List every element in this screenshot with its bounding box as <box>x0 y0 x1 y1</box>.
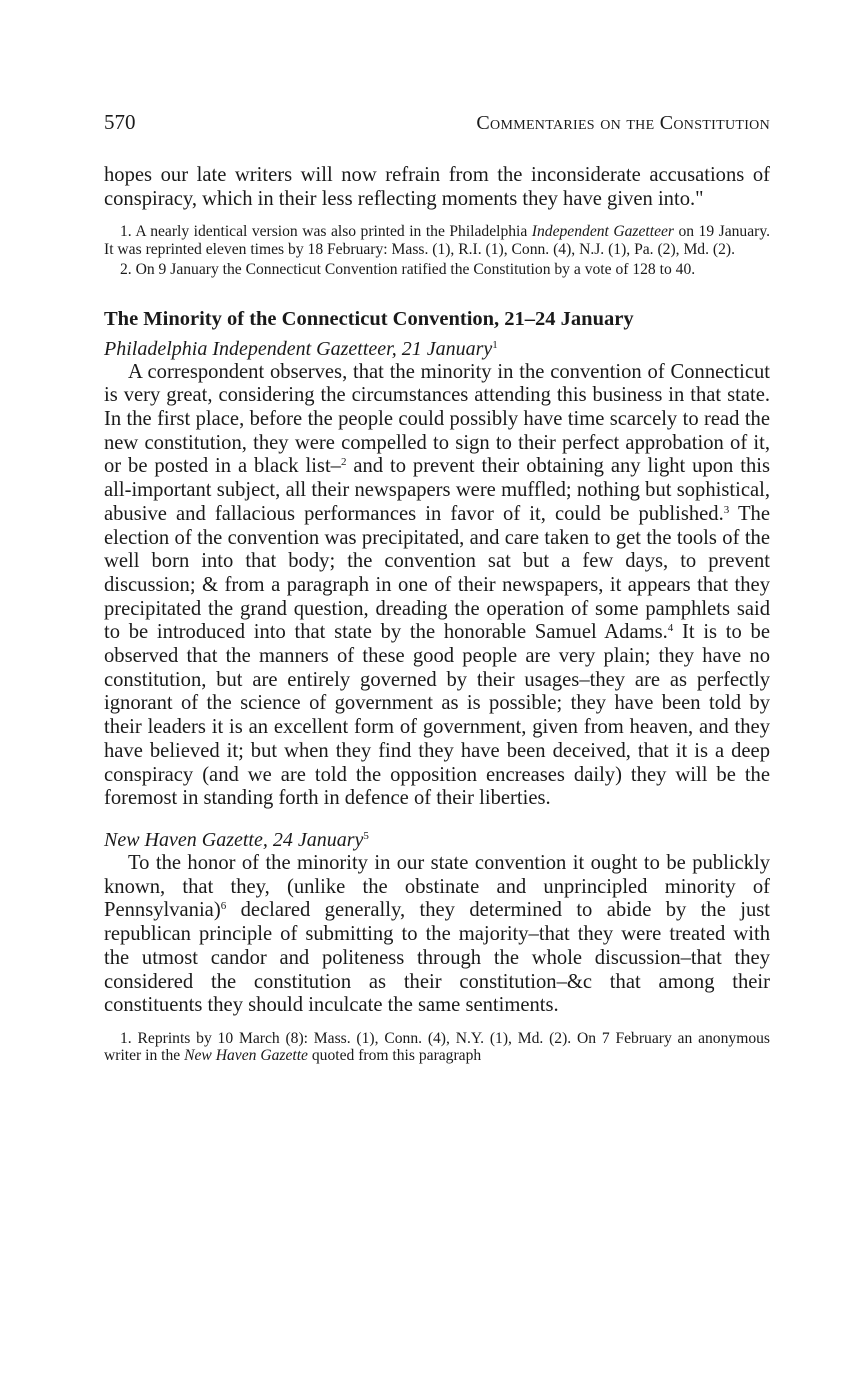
note-ref: 2 <box>340 456 347 469</box>
page-number: 570 <box>104 110 136 134</box>
paragraph-new-haven-gazette: To the honor of the minority in our state convention it ought to be publickly known, that they, (unlike the obstinate and unprincipled minority of Pennsylvania)$^6$ declared generally, they determined to abide by the just republican principle of submitting to the majority–that they were treated with the utmost candor and politeness through the whole discussion–that they considered the constitution as their constitution–&c that among their constituents they should inculcate the same sentiments. <box>104 851 770 1017</box>
note-ref: 4 <box>667 622 674 635</box>
footnote-1: 1. A nearly identical version was also printed in the Philadelphia Independent Gazetteer on 19 January. It was reprinted eleven times by 18 February: Mass. (1), R.I. (1), Conn. (4), N.J. (1), Pa. (2), Md. (2). <box>104 223 771 258</box>
footnotes-bottom <box>104 1030 770 1065</box>
running-title: Commentaries on the Constitution <box>476 112 770 134</box>
continuation-paragraph: hopes our late writers will now refrain from the inconsiderate accusations of conspiracy, which in their less reflecting moments they have given into." <box>104 164 770 210</box>
note-ref: 3 <box>723 503 730 516</box>
footnote-2: 2. On 9 January the Connecticut Convention ratified the Constitution by a vote of 128 to 40. <box>120 261 696 279</box>
note-ref: 1 <box>492 338 498 351</box>
source-line-2: New Haven Gazette, 24 January$^5$ <box>104 828 369 851</box>
section-heading: The Minority of the Connecticut Convention, 21–24 January <box>104 307 634 330</box>
note-ref: 6 <box>220 900 227 913</box>
paragraph-independent-gazetteer: A correspondent observes, that the minority in the convention of Connecticut is very great, considering the circumstances attending this business in that state. In the first place, before the people could possibly have time scarcely to read the new constitution, they were compelled to sign to their perfect approbation of it, or be posted in a black list–$^2$ and to prevent their obtaining any light upon this all-important subject, all their newspapers were muffled; nothing but sophistical, abusive and fallacious performances in favor of it, could be published.$^3$ The election of the convention was precipitated, and care taken to get the tools of the well born into that body; the convention sat but a few days, to prevent discussion; & from a paragraph in one of their newspapers, it appears that they precipitated the grand question, dreading the operation of some pamphlets said to be introduced into that state by the honorable Samuel Adams.$^4$ It is to be observed that the manners of these good people are very plain; they have no constitution, but are entirely governed by their usages–they are as perfectly ignorant of the science of government as is possible; they have been told by their leaders it is an excellent form of government, given from heaven, and they have believed it; but when they find they have been deceived, that it is a deep conspiracy (and we are told the opposition encreases daily) they will be the foremost in standing forth in defence of their liberties. <box>104 360 770 810</box>
footnotes-top <box>104 223 770 278</box>
running-head <box>104 112 770 133</box>
document-page <box>104 112 770 1068</box>
source-line-1: Philadelphia Independent Gazetteer, 21 January$^1$ <box>104 337 498 360</box>
footnote-bottom-1: 1. Reprints by 10 March (8): Mass. (1), Conn. (4), N.Y. (1), Md. (2). On 7 February an anonymous writer in the New Haven Gazette quoted from this paragraph <box>104 1029 770 1065</box>
note-ref: 5 <box>363 829 369 842</box>
